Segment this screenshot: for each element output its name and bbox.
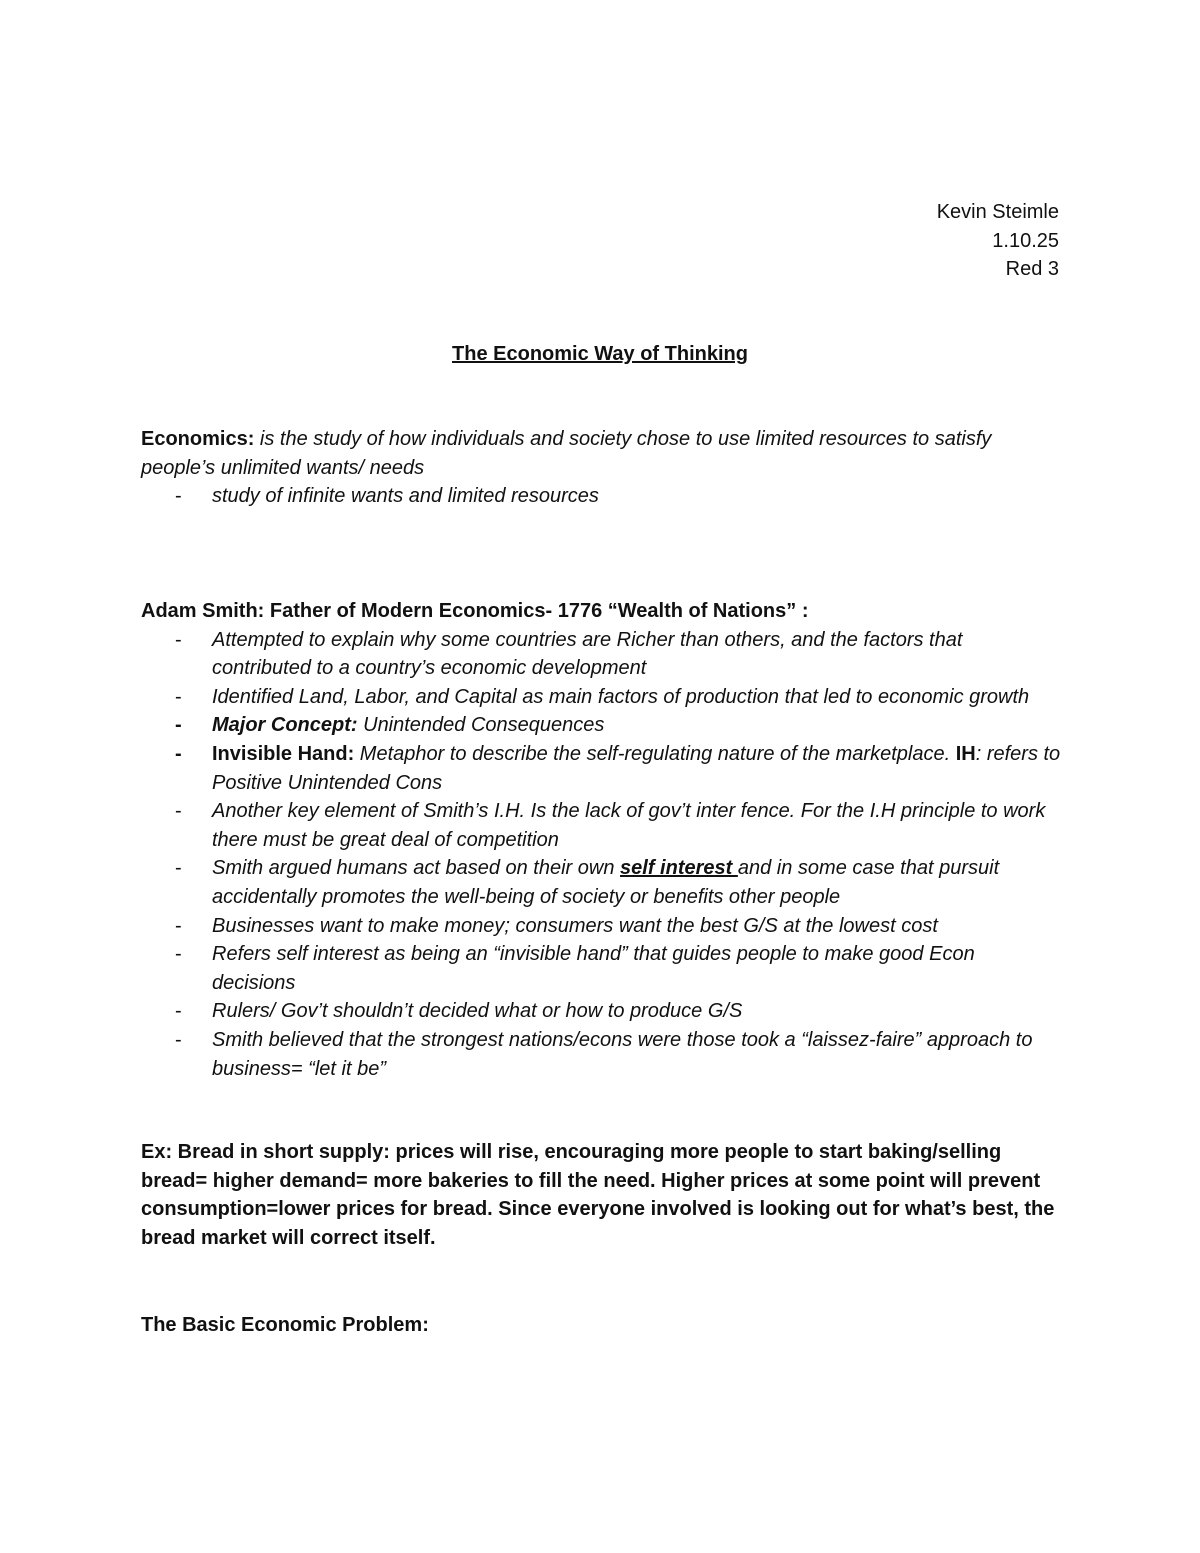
economics-section xyxy=(141,425,1063,511)
economics-bullets xyxy=(141,482,1063,511)
invisible-hand-label: Invisible Hand: xyxy=(212,742,355,765)
page-title: The Economic Way of Thinking xyxy=(452,343,748,365)
header-block xyxy=(937,198,1059,284)
adam-smith-heading: Adam Smith: Father of Modern Economics- 1776 “Wealth of Nations” : xyxy=(141,600,809,622)
economics-term: Economics: xyxy=(141,428,255,450)
adam-smith-bullets xyxy=(141,626,1063,1084)
list-item: - study of infinite wants and limited resources xyxy=(175,485,599,508)
list-item: - Identified Land, Labor, and Capital as main factors of production that led to economic growth xyxy=(175,685,1030,708)
date: 1.10.25 xyxy=(992,229,1059,252)
list-item: - Invisible Hand: Metaphor to describe the self-regulating nature of the marketplace. IH: refers to Positive Unintended Cons xyxy=(175,742,1061,794)
economics-definition xyxy=(141,425,1063,482)
class-period: Red 3 xyxy=(1005,258,1059,281)
list-item: - Smith believed that the strongest nations/econs were those took a “laissez-faire” approach to business= “let it be” xyxy=(175,1028,1033,1080)
adam-smith-section xyxy=(141,597,1063,1083)
list-item: - Attempted to explain why some countries are Richer than others, and the factors that contributed to a country’s economic development xyxy=(175,628,963,680)
list-item: - Major Concept: Unintended Consequences xyxy=(175,714,605,737)
list-item: - Smith argued humans act based on their own self interest and in some case that pursuit accidentally promotes the well-being of society or benefits other people xyxy=(175,857,1000,908)
list-item: - Refers self interest as being an “invisible hand” that guides people to make good Econ decisions xyxy=(175,943,975,994)
list-item: - Rulers/ Gov’t shouldn’t decided what or how to produce G/S xyxy=(175,1000,743,1023)
self-interest-emphasis: self interest xyxy=(620,857,738,880)
bread-example: Ex: Bread in short supply: prices will rise, encouraging more people to start baking/selling bread= higher demand= more bakeries to fill the need. Higher prices at some point will prevent consumption=lower prices for bread. Since everyone involved is looking out for what’s best, the bread market will correct itself. xyxy=(141,1141,1055,1249)
basic-economic-problem-heading: The Basic Economic Problem: xyxy=(141,1314,429,1336)
author-name: Kevin Steimle xyxy=(936,201,1059,223)
list-item: - Businesses want to make money; consumers want the best G/S at the lowest cost xyxy=(175,914,938,937)
economics-definition-text: is the study of how individuals and society chose to use limited resources to satisfy people’s unlimited wants/ needs xyxy=(141,428,992,479)
major-concept-label: Major Concept: xyxy=(212,714,358,737)
list-item: - Another key element of Smith’s I.H. Is the lack of gov’t inter fence. For the I.H principle to work there must be great deal of competition xyxy=(175,800,1046,851)
